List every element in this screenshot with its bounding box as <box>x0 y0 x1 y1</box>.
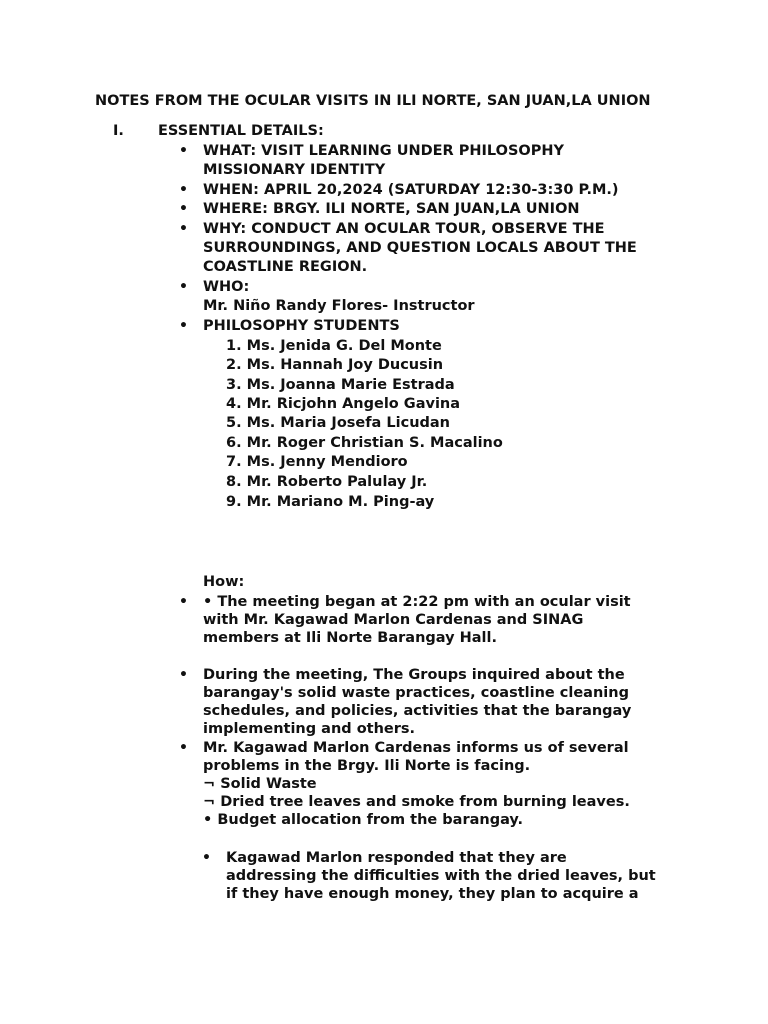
how-during-line3: schedules, and policies, activities that the barangay <box>203 703 632 719</box>
student-item: 9. Mr. Mariano M. Ping-ay <box>226 494 435 510</box>
bullet-during-meeting: • <box>179 667 188 683</box>
how-response-line1: Kagawad Marlon responded that they are <box>226 850 567 866</box>
how-heading: How: <box>203 574 245 590</box>
bullet-where: • <box>179 201 188 217</box>
bullet-what: • <box>179 143 188 159</box>
detail-where: WHERE: BRGY. ILI NORTE, SAN JUAN,LA UNION <box>203 201 580 217</box>
how-meeting-began-line3: members at Ili Norte Barangay Hall. <box>203 630 497 646</box>
student-item: 4. Mr. Ricjohn Angelo Gavina <box>226 396 461 412</box>
how-meeting-began-line1: • The meeting began at 2:22 pm with an ocular visit <box>203 594 631 610</box>
bullet-problems: • <box>179 740 188 756</box>
section-heading: ESSENTIAL DETAILS: <box>158 123 324 139</box>
bullet-students: • <box>179 318 188 334</box>
detail-when: WHEN: APRIL 20,2024 (SATURDAY 12:30-3:30 P.M.) <box>203 182 619 198</box>
bullet-who: • <box>179 279 188 295</box>
bullet-response: • <box>202 850 211 866</box>
how-during-line4: implementing and others. <box>203 721 416 737</box>
how-problems-line2: problems in the Brgy. Ili Norte is facing. <box>203 758 531 774</box>
how-problems-line1: Mr. Kagawad Marlon Cardenas informs us of several <box>203 740 629 756</box>
student-item: 7. Ms. Jenny Mendioro <box>226 454 408 470</box>
student-item: 5. Ms. Maria Josefa Licudan <box>226 415 451 431</box>
how-response-line3: if they have enough money, they plan to acquire a <box>226 886 639 902</box>
detail-why-line2: SURROUNDINGS, AND QUESTION LOCALS ABOUT THE <box>203 240 637 256</box>
problem-budget: • Budget allocation from the barangay. <box>203 812 524 828</box>
problem-solid-waste: ¬ Solid Waste <box>203 776 317 792</box>
bullet-when: • <box>179 182 188 198</box>
how-during-line2: barangay's solid waste practices, coastline cleaning <box>203 685 629 701</box>
detail-who-label: WHO: <box>203 279 250 295</box>
document-title: NOTES FROM THE OCULAR VISITS IN ILI NORTE, SAN JUAN,LA UNION <box>95 93 651 109</box>
student-item: 2. Ms. Hannah Joy Ducusin <box>226 357 444 373</box>
section-numeral: I. <box>113 123 124 139</box>
student-item: 6. Mr. Roger Christian S. Macalino <box>226 435 503 451</box>
bullet-meeting-began: • <box>179 594 188 610</box>
how-response-line2: addressing the difficulties with the dried leaves, but <box>226 868 656 884</box>
student-item: 8. Mr. Roberto Palulay Jr. <box>226 474 428 490</box>
detail-why-line3: COASTLINE REGION. <box>203 259 368 275</box>
detail-what-line2: MISSIONARY IDENTITY <box>203 162 386 178</box>
how-meeting-began-line2: with Mr. Kagawad Marlon Cardenas and SINAG <box>203 612 584 628</box>
student-item: 1. Ms. Jenida G. Del Monte <box>226 338 442 354</box>
problem-dried-leaves: ¬ Dried tree leaves and smoke from burning leaves. <box>203 794 630 810</box>
detail-what-line1: WHAT: VISIT LEARNING UNDER PHILOSOPHY <box>203 143 565 159</box>
students-heading: PHILOSOPHY STUDENTS <box>203 318 400 334</box>
student-item: 3. Ms. Joanna Marie Estrada <box>226 377 455 393</box>
how-during-line1: During the meeting, The Groups inquired about the <box>203 667 625 683</box>
detail-who-instructor: Mr. Niño Randy Flores- Instructor <box>203 298 475 314</box>
detail-why-line1: WHY: CONDUCT AN OCULAR TOUR, OBSERVE THE <box>203 221 605 237</box>
bullet-why: • <box>179 221 188 237</box>
